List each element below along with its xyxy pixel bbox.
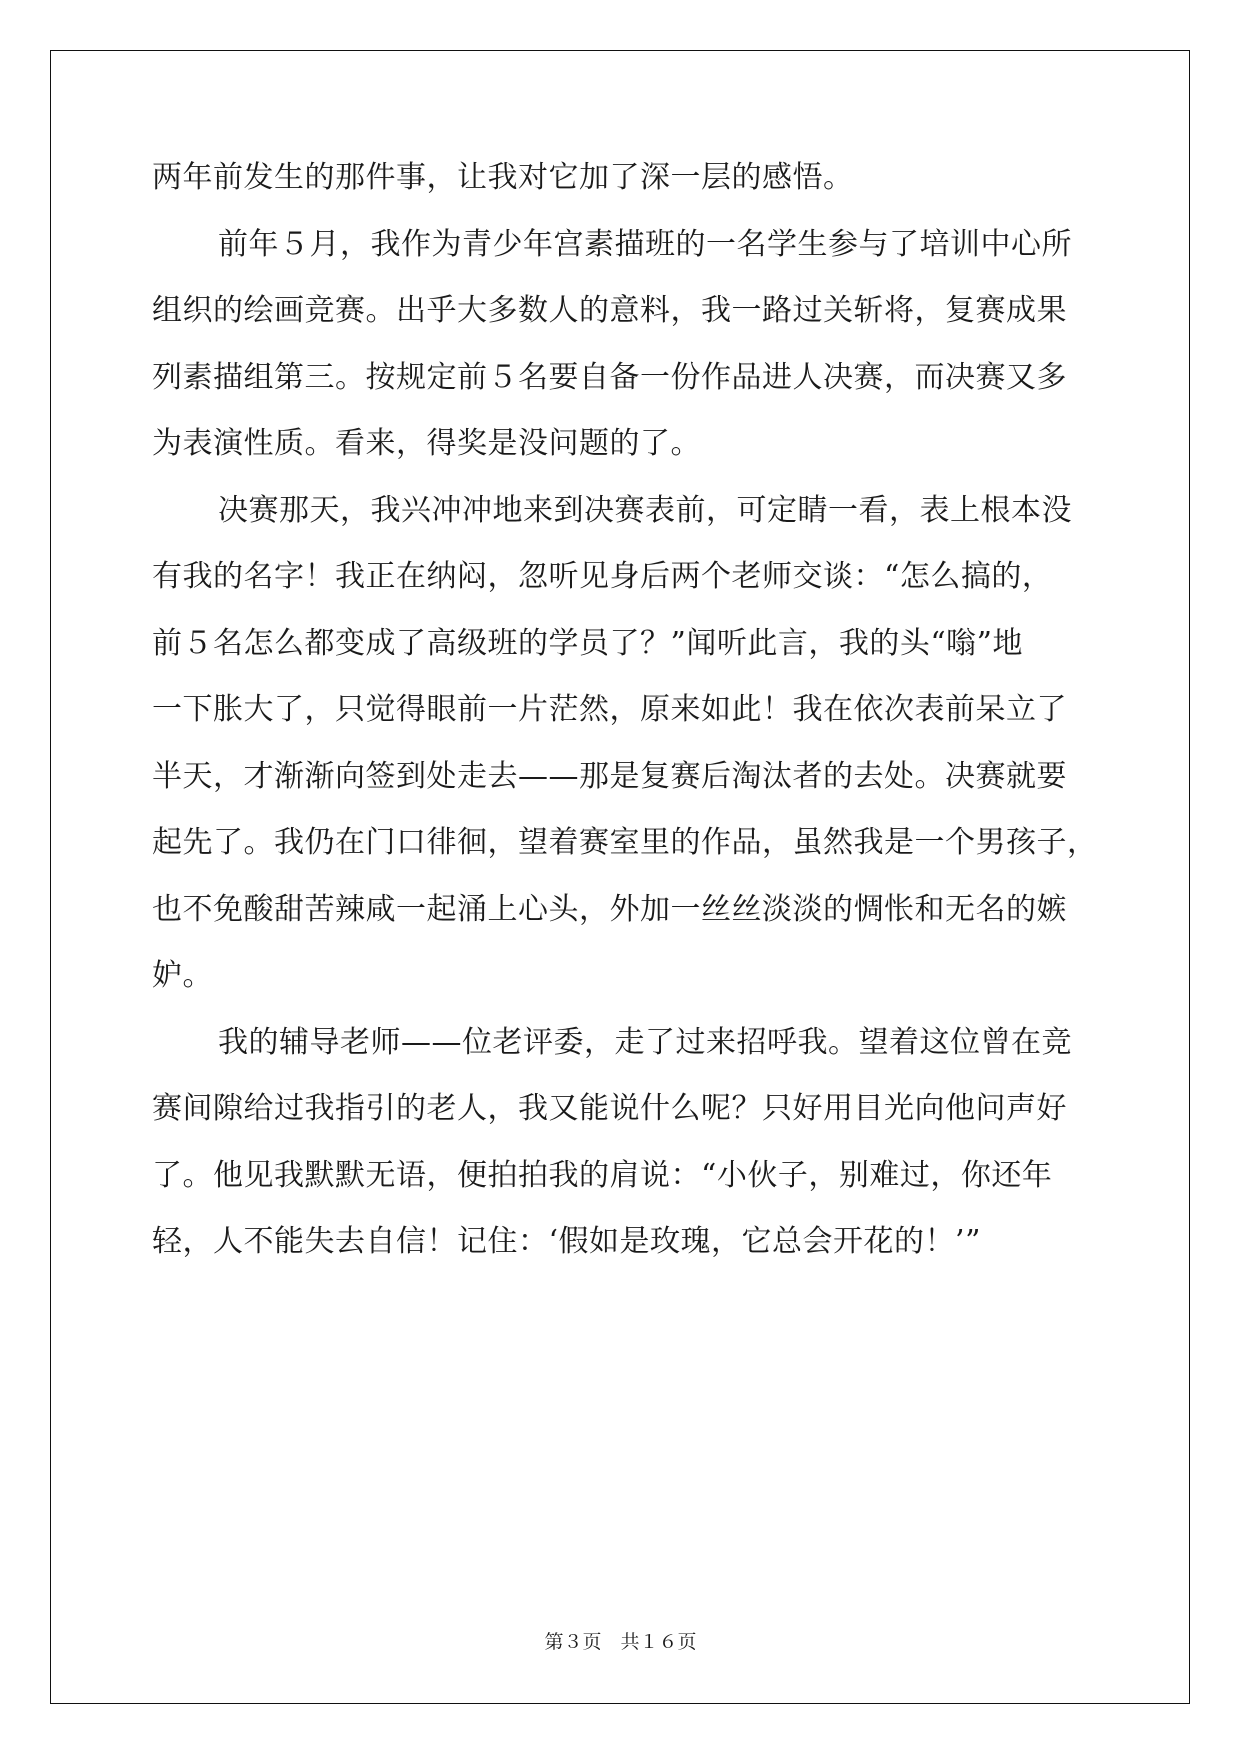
text-line: 妒。 xyxy=(152,958,213,993)
text-line: 一下胀大了，只觉得眼前一片茫然，原来如此！我在依次表前呆立了 xyxy=(152,692,1067,727)
text-line: 决赛那天，我兴冲冲地来到决赛表前，可定睛一看，表上根本没 xyxy=(218,492,1072,528)
document-body xyxy=(152,160,1098,1291)
text-line: 也不免酸甜苦辣咸一起涌上心头，外加一丝丝淡淡的惆怅和无名的嫉 xyxy=(152,891,1067,927)
text-line: 组织的绘画竞赛。出乎大多数人的意料，我一路过关斩将，复赛成果 xyxy=(152,293,1067,328)
text-line: 赛间隙给过我指引的老人，我又能说什么呢？只好用目光向他问声好 xyxy=(152,1091,1067,1126)
text-line: 列素描组第三。按规定前５名要自备一份作品进人决赛，而决赛又多 xyxy=(152,359,1067,395)
text-line: 起先了。我仍在门口徘徊，望着赛室里的作品，虽然我是一个男孩子， xyxy=(152,825,1098,860)
text-line: 前年５月，我作为青少年宫素描班的一名学生参与了培训中心所 xyxy=(218,226,1072,262)
text-line: 两年前发生的那件事，让我对它加了深一层的感悟。 xyxy=(152,160,854,195)
text-line: 前５名怎么都变成了高级班的学员了？”闻听此言，我的头“嗡”地 xyxy=(152,625,1024,661)
text-line: 半天，才渐渐向签到处走去——那是复赛后淘汰者的去处。决赛就要 xyxy=(152,758,1067,794)
page-number: 第３页 共１６页 xyxy=(544,1631,697,1653)
text-line: 我的辅导老师——位老评委，走了过来招呼我。望着这位曾在竞 xyxy=(218,1024,1072,1060)
text-line: 了。他见我默默无语，便拍拍我的肩说：“小伙子，别难过，你还年 xyxy=(152,1157,1053,1193)
text-line: 轻，人不能失去自信！记住：‘假如是玫瑰，它总会开花的！’” xyxy=(152,1224,981,1259)
text-line: 有我的名字！我正在纳闷，忽听见身后两个老师交谈：“怎么搞的， xyxy=(152,559,1053,594)
text-line: 为表演性质。看来，得奖是没问题的了。 xyxy=(152,426,701,461)
